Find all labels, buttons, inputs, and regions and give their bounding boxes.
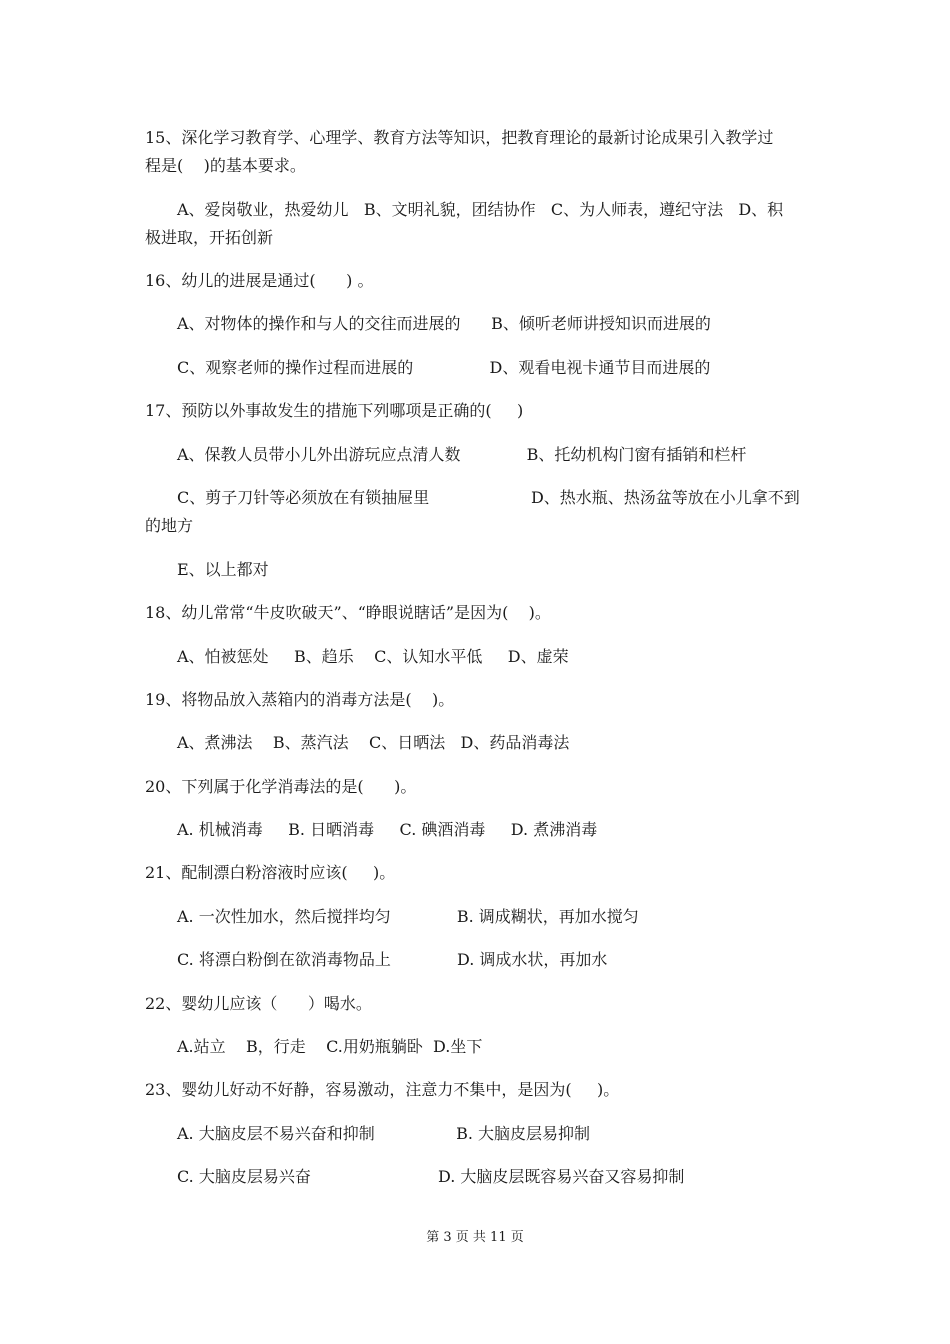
question-15-stem-line-1: 15、深化学习教育学、心理学、教育方法等知识，把教育理论的最新讨论成果引入教学过 <box>145 128 774 147</box>
question-20-stem: 20、下列属于化学消毒法的是( )。 <box>145 777 417 796</box>
question-19-options: A、煮沸法 B、蒸汽法 C、日晒法 D、药品消毒法 <box>177 733 570 752</box>
question-15-options-line-1: A、爱岗敬业，热爱幼儿 B、文明礼貌，团结协作 C、为人师表，遵纪守法 D、积 <box>177 200 784 219</box>
question-17-options-line-1: A、保教人员带小儿外出游玩应点清人数 B、托幼机构门窗有插销和栏杆 <box>177 445 747 464</box>
question-17-options-line-3: 的地方 <box>145 516 194 535</box>
question-21-options-line-2: C. 将漂白粉倒在欲消毒物品上 D. 调成水状，再加水 <box>177 950 608 969</box>
question-23-options-line-1: A. 大脑皮层不易兴奋和抑制 B. 大脑皮层易抑制 <box>177 1124 591 1143</box>
question-19-stem: 19、将物品放入蒸箱内的消毒方法是( )。 <box>145 690 455 709</box>
question-21-stem: 21、配制漂白粉溶液时应该( )。 <box>145 863 396 882</box>
page-footer: 第 3 页 共 11 页 <box>426 1230 524 1245</box>
question-23-stem: 23、婴幼儿好动不好静，容易激动，注意力不集中，是因为( )。 <box>145 1080 620 1099</box>
question-18-stem: 18、幼儿常常“牛皮吹破天”、“睁眼说瞎话”是因为( )。 <box>145 603 551 622</box>
question-20-options: A. 机械消毒 B. 日晒消毒 C. 碘酒消毒 D. 煮沸消毒 <box>177 820 598 839</box>
question-15-stem-line-2: 程是( )的基本要求。 <box>145 156 306 175</box>
question-21-options-line-1: A. 一次性加水，然后搅拌均匀 B. 调成糊状，再加水搅匀 <box>177 907 639 926</box>
question-18-options: A、怕被惩处 B、趋乐 C、认知水平低 D、虚荣 <box>177 647 569 666</box>
question-22-options: A.站立 B，行走 C.用奶瓶躺卧 D.坐下 <box>177 1037 483 1056</box>
question-17-stem: 17、预防以外事故发生的措施下列哪项是正确的( ) <box>145 401 524 420</box>
question-16-stem: 16、幼儿的进展是通过( ) 。 <box>145 271 374 290</box>
question-17-options-line-2: C、剪子刀针等必须放在有锁抽屉里 D、热水瓶、热汤盆等放在小儿拿不到 <box>177 488 800 507</box>
question-22-stem: 22、婴幼儿应该（ ）喝水。 <box>145 994 372 1013</box>
question-16-options-line-2: C、观察老师的操作过程而进展的 D、观看电视卡通节目而进展的 <box>177 358 711 377</box>
question-23-options-line-2: C. 大脑皮层易兴奋 D. 大脑皮层既容易兴奋又容易抑制 <box>177 1167 685 1186</box>
question-15-options-line-2: 极进取，开拓创新 <box>145 228 274 247</box>
question-17-options-line-4: E、以上都对 <box>177 560 269 579</box>
question-16-options-line-1: A、对物体的操作和与人的交往而进展的 B、倾听老师讲授知识而进展的 <box>177 314 711 333</box>
